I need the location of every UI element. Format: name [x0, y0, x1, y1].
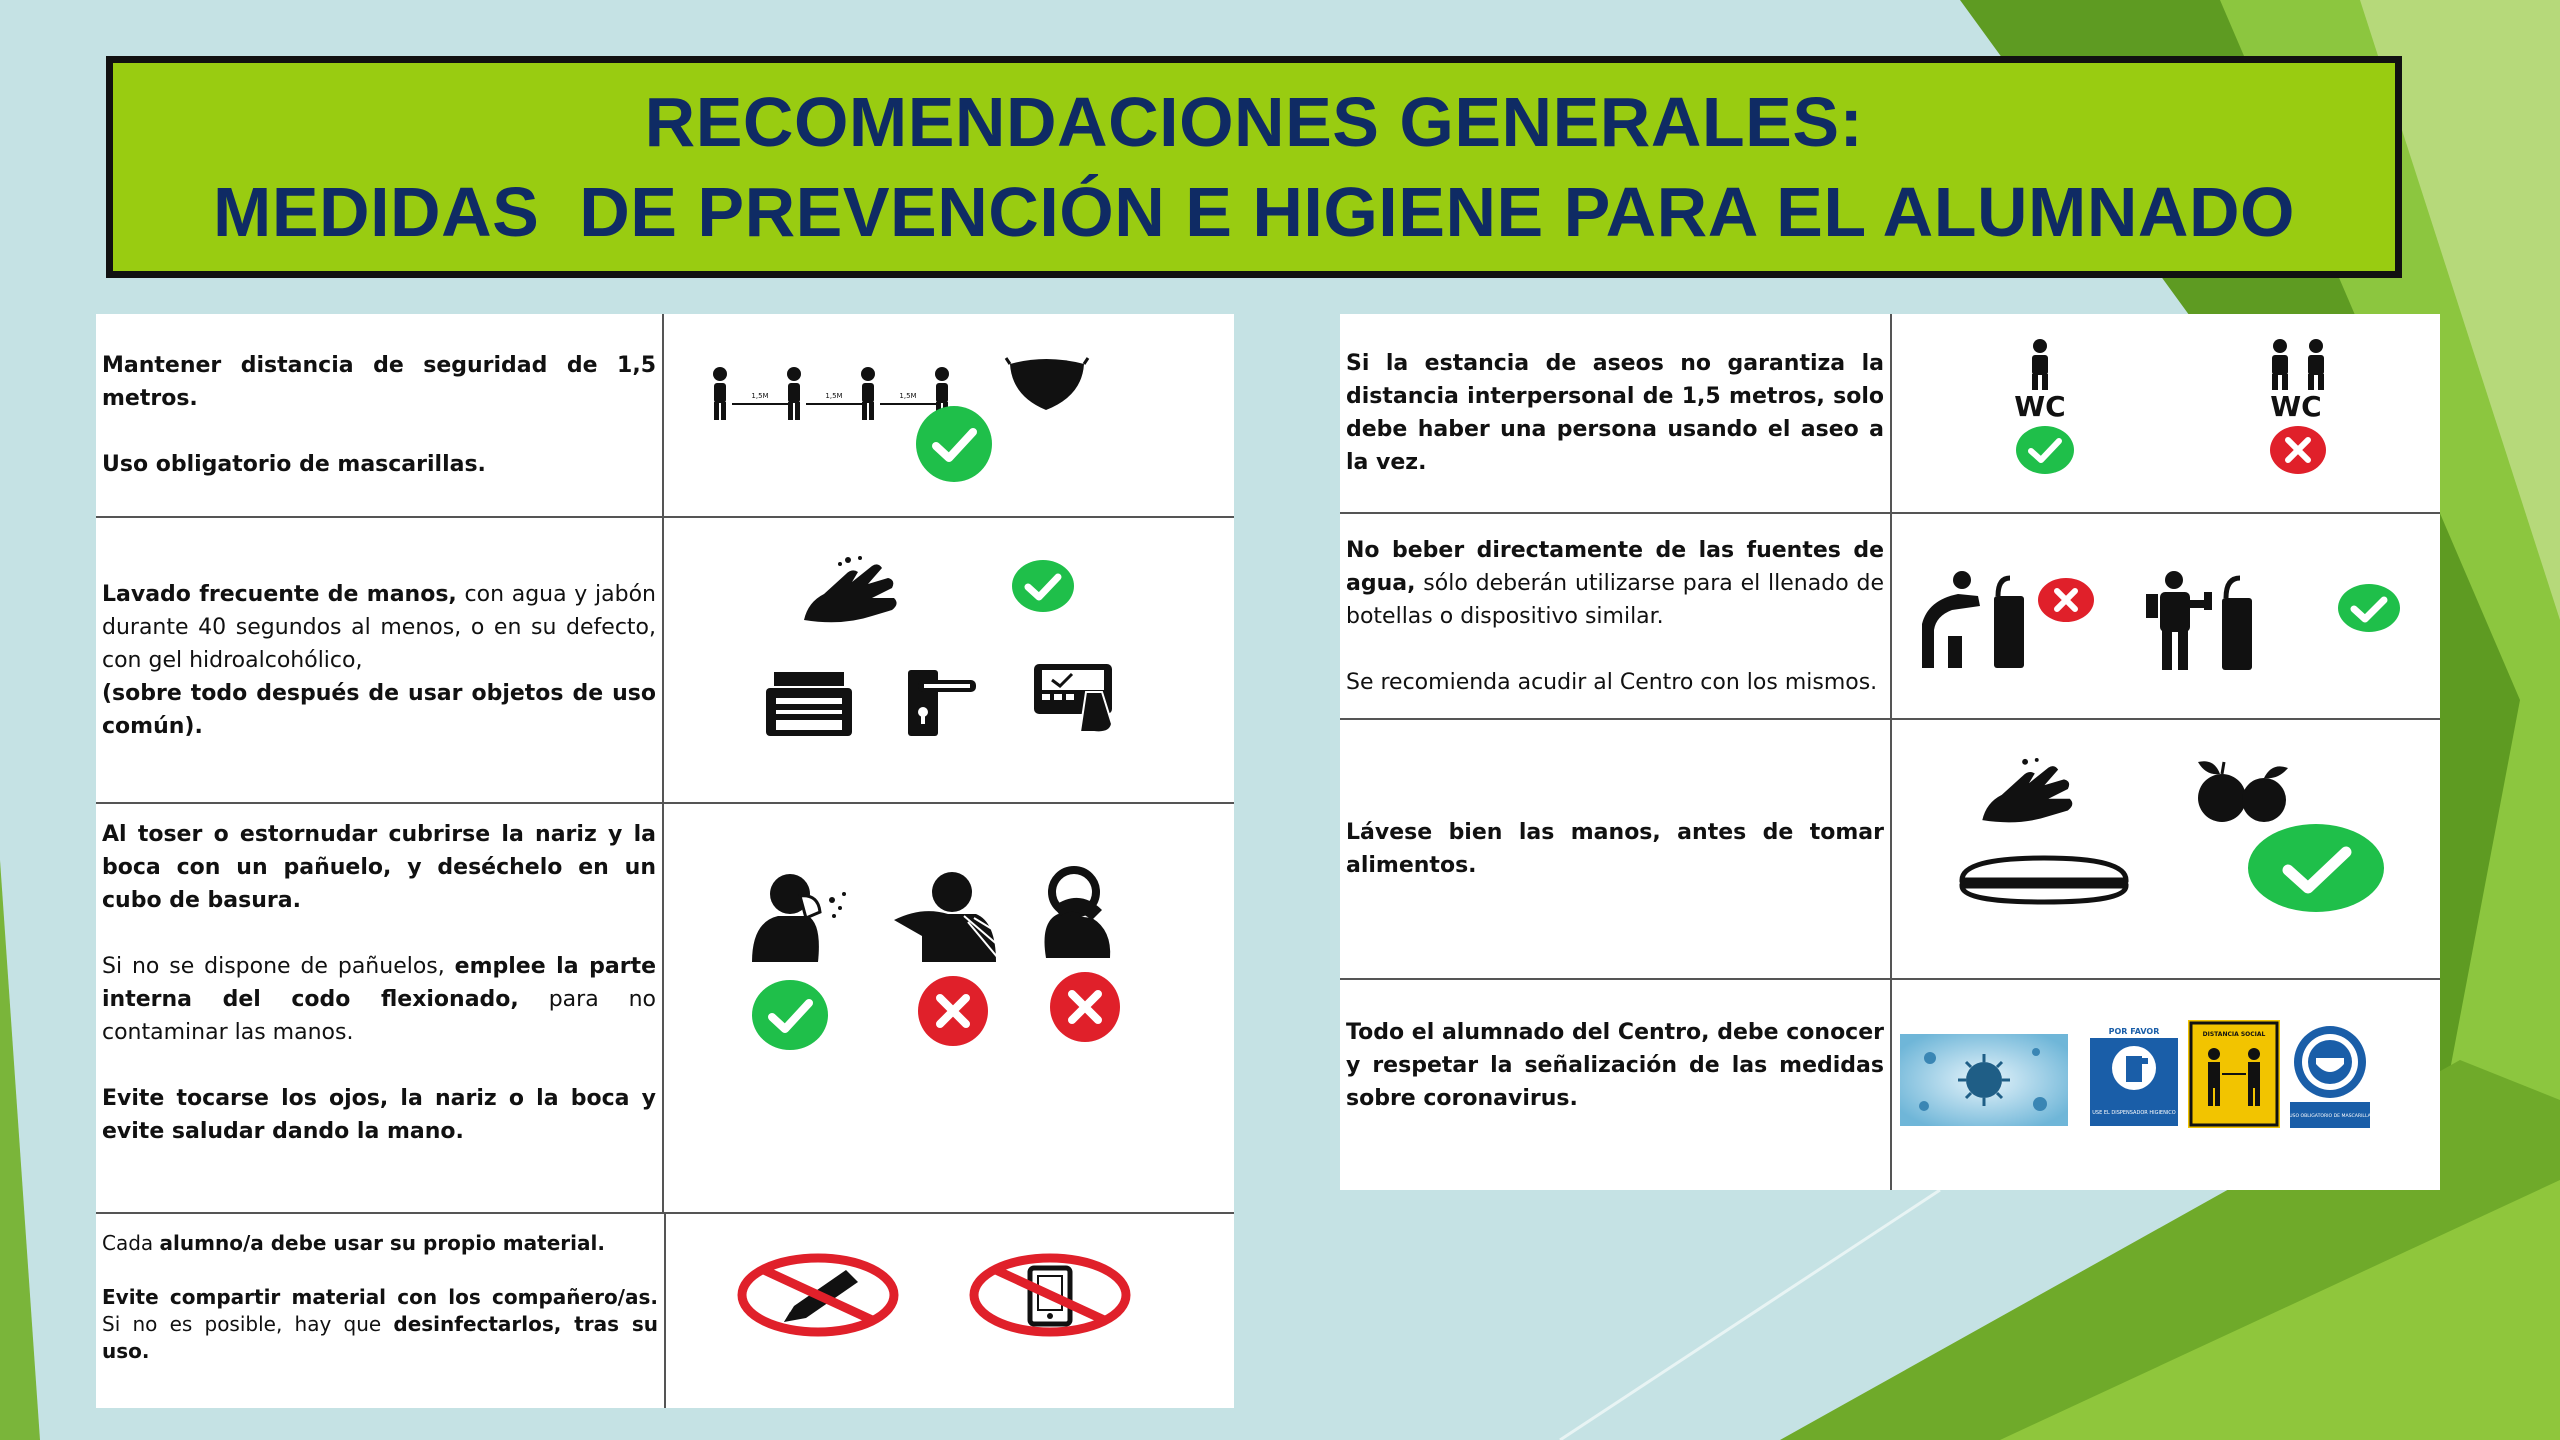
measure-text [1340, 314, 1892, 512]
mask-text: Uso obligatorio de mascarillas. [102, 452, 486, 477]
no-tablet-icon [968, 1252, 1132, 1338]
fountain-text [1346, 534, 1884, 633]
distance-text: Mantener distancia de seguridad de 1,5 metros. [102, 353, 656, 411]
check-icon [916, 406, 992, 482]
right-measures-table [1340, 314, 2440, 1190]
banner-title-line2: MEDIDAS DE PREVENCIÓN E HIGIENE PARA EL ALUMNADO [213, 173, 2295, 251]
check-icon [2338, 584, 2400, 632]
door-handle-icon [904, 668, 976, 738]
person-icon [713, 367, 727, 420]
measure-row-distance-mask [96, 314, 1234, 518]
check-icon [1012, 560, 1074, 612]
no-pencil-icon [736, 1252, 900, 1338]
measure-icons [666, 1214, 1234, 1408]
left-measures-table [96, 314, 1234, 1408]
mask-sign [2288, 1024, 2372, 1128]
fountain-normal: sólo deberán utilizarse para el llenado de botellas o dispositivo similar. [1346, 570, 1884, 629]
distance-label: 1,5M [825, 392, 843, 400]
measure-icons [1892, 314, 2440, 512]
bottle-person-icon [2144, 570, 2256, 670]
distance-sign-title: DISTANCIA SOCIAL [2202, 1031, 2266, 1038]
measure-icons [1892, 720, 2440, 978]
measure-text [96, 314, 664, 516]
share-material-tail: desinfectarlos, tras su uso. [102, 1312, 658, 1363]
measure-row-material [96, 1214, 1234, 1408]
wc-text: Si la estancia de aseos no garantiza la distancia interpersonal de 1,5 metros, solo debe haber una persona usando el aseo a la vez. [1346, 351, 1884, 475]
wc-label: WC [2270, 390, 2322, 423]
measure-text [96, 518, 664, 802]
virus-image [1900, 1034, 2068, 1126]
eating-text: Lávese bien las manos, antes de tomar alimentos. [1346, 820, 1884, 878]
check-icon [2248, 824, 2384, 912]
card-terminal-icon [1032, 662, 1116, 734]
mask-sign-foot: USO OBLIGATORIO DE MASCARILLA [2289, 1114, 2371, 1119]
handwashing-bold: Lavado frecuente de manos, [102, 581, 457, 607]
hygiene-sign-foot: USE EL DISPENSADOR HIGIENICO [2092, 1110, 2176, 1116]
hand-washing-icon [802, 554, 900, 626]
elbow-bold: emplee la parte interna del codo flexionado, [102, 954, 657, 1012]
share-material-text [102, 1284, 658, 1365]
wc-person-icon [2010, 338, 2070, 423]
elbow-text [102, 950, 656, 1049]
measure-text [96, 804, 664, 1212]
sneeze-text: Al toser o estornudar cubrirse la nariz y la boca con un pañuelo, y deséchelo en un cubo de basura. [102, 822, 656, 913]
signage-text: Todo el alumnado del Centro, debe conocer y respetar la señalización de las medidas sobre coronavirus. [1346, 1020, 1884, 1111]
measure-row-fountain [1340, 514, 2440, 720]
measure-row-signage [1340, 980, 2440, 1190]
measure-icons [664, 518, 1234, 802]
handwashing-text [102, 578, 656, 743]
cross-icon [1050, 972, 1120, 1042]
sandwich-icon [1956, 854, 2132, 906]
distance-label: 1,5M [899, 392, 917, 400]
hand-washing-icon [1970, 756, 2086, 826]
measure-row-sneeze [96, 804, 1234, 1214]
wc-person-icon [2258, 338, 2338, 423]
own-material-normal: Cada [102, 1231, 160, 1255]
distance-label: 1,5M [751, 392, 769, 400]
fountain-bold: No beber directamente de las fuentes de agua, [1346, 537, 1884, 596]
elbow-tail: para no contaminar las manos. [102, 987, 656, 1045]
measure-text [1340, 514, 1892, 718]
sneeze-elbow-icon [1036, 866, 1116, 958]
wc-label: WC [2014, 390, 2066, 423]
measure-text [1340, 720, 1892, 978]
measure-text [96, 1214, 666, 1408]
check-icon [752, 980, 828, 1050]
sneeze-open-icon [892, 870, 1012, 962]
person-icon [861, 367, 875, 420]
measure-row-eating [1340, 720, 2440, 980]
measure-row-handwashing [96, 518, 1234, 804]
photocopier-icon [764, 668, 854, 738]
cross-icon [918, 976, 988, 1046]
measure-icons [1892, 514, 2440, 718]
measure-icons [664, 314, 1234, 516]
drinking-fountain-icon [1918, 570, 2028, 668]
measure-text [1340, 980, 1892, 1190]
measure-icons [1892, 980, 2440, 1190]
sneeze-tissue-icon [748, 872, 856, 962]
banner-title-line1: RECOMENDACIONES GENERALES: [644, 83, 1864, 161]
mask-icon [1006, 356, 1088, 412]
share-material-normal: Si no es posible, hay que [102, 1312, 394, 1336]
bring-bottle-text: Se recomienda acudir al Centro con los mismos. [1346, 669, 1878, 695]
own-material-text [102, 1230, 658, 1257]
fruit-icon [2184, 754, 2296, 824]
hygiene-sign [2088, 1024, 2180, 1126]
share-material-bold: Evite compartir material con los compañero/as. [102, 1285, 658, 1309]
touch-face-text: Evite tocarse los ojos, la nariz o la boca y evite saludar dando la mano. [102, 1086, 656, 1144]
person-icon [787, 367, 801, 420]
handwashing-note: (sobre todo después de usar objetos de uso común). [102, 680, 656, 739]
title-banner [106, 56, 2402, 278]
elbow-normal: Si no se dispone de pañuelos, [102, 954, 455, 979]
handwashing-normal: con agua y jabón durante 40 segundos al menos, o en su defecto, con gel hidroalcohólico, [102, 581, 657, 673]
measure-icons [664, 804, 1234, 1212]
cross-icon [2038, 578, 2094, 622]
measure-row-wc [1340, 314, 2440, 514]
distance-sign [2188, 1020, 2280, 1128]
hygiene-sign-title: POR FAVOR [2108, 1027, 2160, 1036]
own-material-bold: alumno/a debe usar su propio material. [159, 1231, 605, 1255]
check-icon [2016, 426, 2074, 474]
cross-icon [2270, 426, 2326, 474]
